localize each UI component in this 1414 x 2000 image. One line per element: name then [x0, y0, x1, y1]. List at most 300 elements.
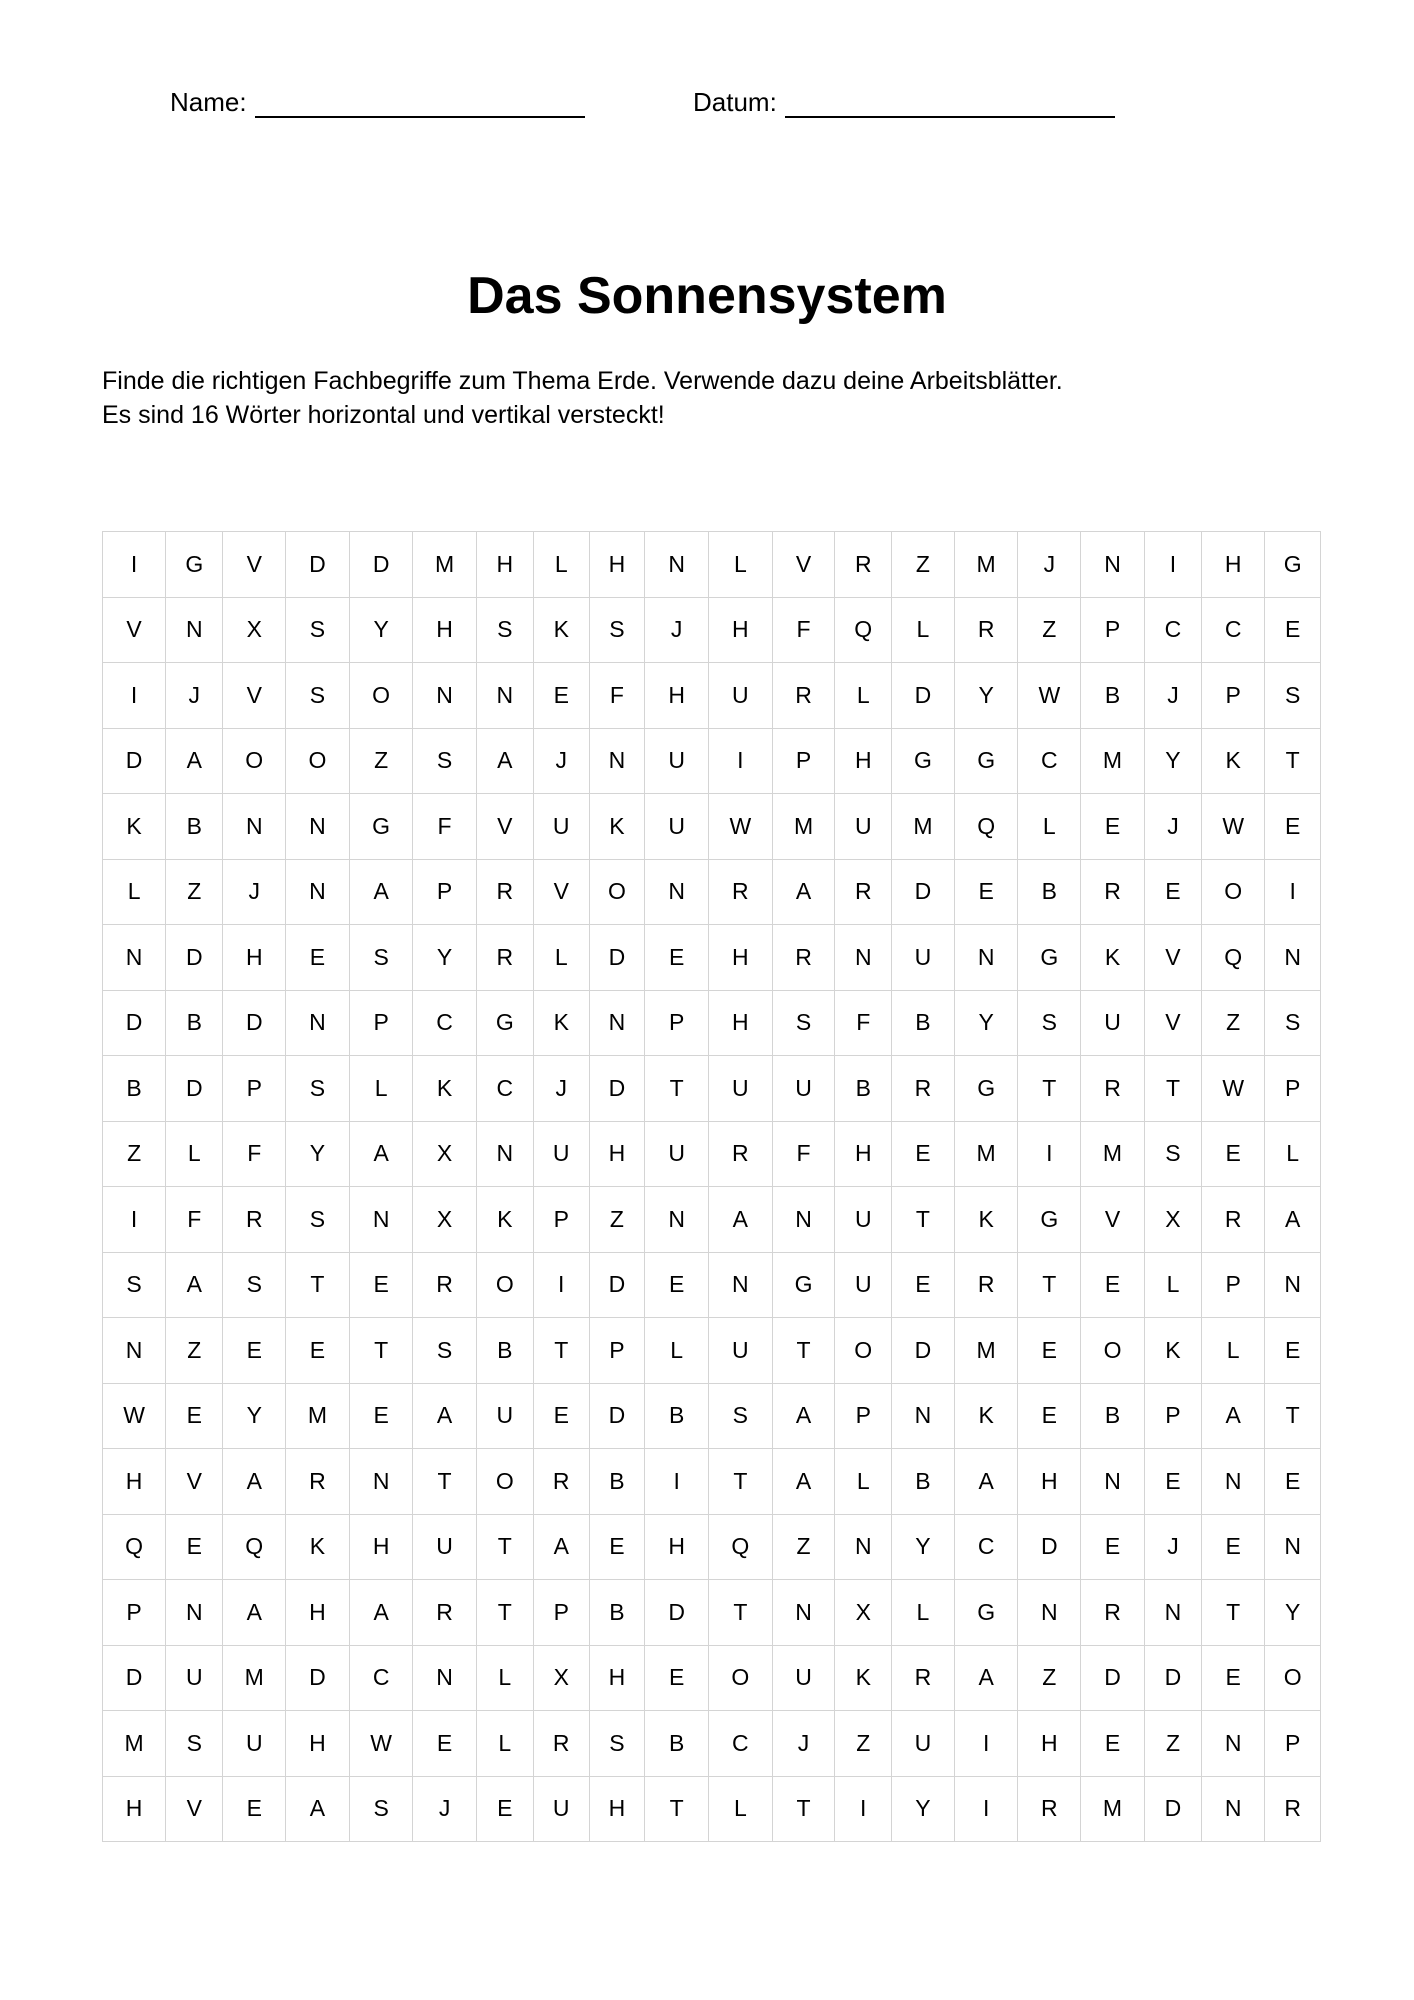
- grid-cell[interactable]: H: [645, 663, 709, 729]
- grid-cell[interactable]: I: [534, 1253, 590, 1319]
- grid-cell[interactable]: Y: [413, 925, 476, 991]
- grid-cell[interactable]: Z: [1202, 991, 1265, 1057]
- grid-cell[interactable]: P: [534, 1187, 590, 1253]
- grid-cell[interactable]: R: [892, 1646, 955, 1712]
- grid-cell[interactable]: T: [773, 1777, 836, 1843]
- grid-cell[interactable]: N: [286, 991, 350, 1057]
- grid-cell[interactable]: N: [709, 1253, 773, 1319]
- grid-cell[interactable]: T: [477, 1515, 534, 1581]
- grid-cell[interactable]: G: [1018, 925, 1081, 991]
- grid-cell[interactable]: J: [166, 663, 223, 729]
- grid-cell[interactable]: P: [1081, 598, 1145, 664]
- grid-cell[interactable]: R: [286, 1449, 350, 1515]
- grid-cell[interactable]: T: [709, 1580, 773, 1646]
- grid-cell[interactable]: H: [103, 1449, 166, 1515]
- grid-cell[interactable]: D: [103, 991, 166, 1057]
- grid-cell[interactable]: N: [103, 1318, 166, 1384]
- grid-cell[interactable]: O: [477, 1253, 534, 1319]
- grid-cell[interactable]: L: [103, 860, 166, 926]
- grid-cell[interactable]: Q: [955, 794, 1019, 860]
- grid-cell[interactable]: A: [350, 1580, 414, 1646]
- grid-cell[interactable]: V: [773, 532, 836, 598]
- grid-cell[interactable]: D: [1081, 1646, 1145, 1712]
- grid-cell[interactable]: A: [955, 1449, 1019, 1515]
- grid-cell[interactable]: N: [1202, 1777, 1265, 1843]
- grid-cell[interactable]: E: [166, 1515, 223, 1581]
- grid-cell[interactable]: U: [534, 1777, 590, 1843]
- grid-cell[interactable]: T: [413, 1449, 476, 1515]
- grid-cell[interactable]: A: [350, 860, 414, 926]
- grid-cell[interactable]: E: [1081, 1515, 1145, 1581]
- grid-cell[interactable]: D: [892, 860, 955, 926]
- grid-cell[interactable]: J: [534, 729, 590, 795]
- grid-cell[interactable]: U: [645, 1122, 709, 1188]
- grid-cell[interactable]: S: [350, 925, 414, 991]
- grid-cell[interactable]: L: [1145, 1253, 1202, 1319]
- grid-cell[interactable]: H: [835, 729, 892, 795]
- grid-cell[interactable]: R: [709, 1122, 773, 1188]
- grid-cell[interactable]: L: [892, 1580, 955, 1646]
- grid-cell[interactable]: B: [892, 991, 955, 1057]
- grid-cell[interactable]: C: [1145, 598, 1202, 664]
- grid-cell[interactable]: G: [166, 532, 223, 598]
- grid-cell[interactable]: D: [223, 991, 286, 1057]
- grid-cell[interactable]: R: [773, 663, 836, 729]
- grid-cell[interactable]: Y: [350, 598, 414, 664]
- grid-cell[interactable]: C: [1202, 598, 1265, 664]
- grid-cell[interactable]: B: [166, 794, 223, 860]
- grid-cell[interactable]: H: [477, 532, 534, 598]
- grid-cell[interactable]: D: [892, 1318, 955, 1384]
- grid-cell[interactable]: R: [955, 598, 1019, 664]
- grid-cell[interactable]: K: [1145, 1318, 1202, 1384]
- grid-cell[interactable]: F: [166, 1187, 223, 1253]
- grid-cell[interactable]: N: [645, 860, 709, 926]
- grid-cell[interactable]: M: [223, 1646, 286, 1712]
- name-field[interactable]: [170, 86, 585, 118]
- grid-cell[interactable]: N: [1265, 1515, 1321, 1581]
- grid-cell[interactable]: Y: [892, 1515, 955, 1581]
- grid-cell[interactable]: M: [1081, 729, 1145, 795]
- grid-cell[interactable]: I: [955, 1777, 1019, 1843]
- grid-cell[interactable]: N: [892, 1384, 955, 1450]
- grid-cell[interactable]: K: [477, 1187, 534, 1253]
- grid-cell[interactable]: U: [709, 663, 773, 729]
- grid-cell[interactable]: I: [955, 1711, 1019, 1777]
- grid-cell[interactable]: U: [773, 1646, 836, 1712]
- grid-cell[interactable]: N: [1202, 1711, 1265, 1777]
- grid-cell[interactable]: Z: [1018, 1646, 1081, 1712]
- grid-cell[interactable]: E: [645, 925, 709, 991]
- grid-cell[interactable]: D: [166, 1056, 223, 1122]
- grid-cell[interactable]: P: [1265, 1711, 1321, 1777]
- grid-cell[interactable]: E: [1081, 1253, 1145, 1319]
- grid-cell[interactable]: P: [1202, 663, 1265, 729]
- grid-cell[interactable]: G: [955, 729, 1019, 795]
- grid-cell[interactable]: T: [1202, 1580, 1265, 1646]
- grid-cell[interactable]: K: [955, 1384, 1019, 1450]
- grid-cell[interactable]: B: [1018, 860, 1081, 926]
- grid-cell[interactable]: X: [413, 1187, 476, 1253]
- grid-cell[interactable]: H: [709, 925, 773, 991]
- grid-cell[interactable]: O: [350, 663, 414, 729]
- grid-cell[interactable]: B: [645, 1384, 709, 1450]
- grid-cell[interactable]: A: [286, 1777, 350, 1843]
- grid-cell[interactable]: C: [413, 991, 476, 1057]
- grid-cell[interactable]: D: [103, 729, 166, 795]
- grid-cell[interactable]: A: [477, 729, 534, 795]
- grid-cell[interactable]: N: [590, 991, 646, 1057]
- grid-cell[interactable]: X: [413, 1122, 476, 1188]
- grid-cell[interactable]: U: [835, 1253, 892, 1319]
- grid-cell[interactable]: D: [590, 1253, 646, 1319]
- grid-cell[interactable]: M: [773, 794, 836, 860]
- grid-cell[interactable]: K: [534, 598, 590, 664]
- grid-cell[interactable]: V: [1145, 925, 1202, 991]
- grid-cell[interactable]: A: [773, 860, 836, 926]
- grid-cell[interactable]: M: [286, 1384, 350, 1450]
- grid-cell[interactable]: S: [286, 598, 350, 664]
- grid-cell[interactable]: F: [223, 1122, 286, 1188]
- grid-cell[interactable]: I: [1265, 860, 1321, 926]
- grid-cell[interactable]: O: [286, 729, 350, 795]
- grid-cell[interactable]: R: [413, 1580, 476, 1646]
- grid-cell[interactable]: L: [534, 532, 590, 598]
- grid-cell[interactable]: J: [1145, 1515, 1202, 1581]
- grid-cell[interactable]: N: [223, 794, 286, 860]
- grid-cell[interactable]: S: [477, 598, 534, 664]
- grid-cell[interactable]: L: [835, 1449, 892, 1515]
- grid-cell[interactable]: U: [773, 1056, 836, 1122]
- grid-cell[interactable]: B: [835, 1056, 892, 1122]
- grid-cell[interactable]: M: [103, 1711, 166, 1777]
- grid-cell[interactable]: N: [413, 663, 476, 729]
- grid-cell[interactable]: C: [1018, 729, 1081, 795]
- grid-cell[interactable]: K: [590, 794, 646, 860]
- grid-cell[interactable]: R: [1018, 1777, 1081, 1843]
- grid-cell[interactable]: E: [645, 1253, 709, 1319]
- grid-cell[interactable]: I: [103, 663, 166, 729]
- grid-cell[interactable]: Q: [1202, 925, 1265, 991]
- grid-cell[interactable]: S: [223, 1253, 286, 1319]
- grid-cell[interactable]: E: [1145, 1449, 1202, 1515]
- grid-cell[interactable]: Y: [1145, 729, 1202, 795]
- grid-cell[interactable]: J: [413, 1777, 476, 1843]
- grid-cell[interactable]: I: [103, 1187, 166, 1253]
- grid-cell[interactable]: O: [223, 729, 286, 795]
- grid-cell[interactable]: X: [534, 1646, 590, 1712]
- grid-cell[interactable]: V: [223, 532, 286, 598]
- grid-cell[interactable]: H: [103, 1777, 166, 1843]
- grid-cell[interactable]: L: [477, 1646, 534, 1712]
- grid-cell[interactable]: F: [590, 663, 646, 729]
- grid-cell[interactable]: T: [1018, 1056, 1081, 1122]
- grid-cell[interactable]: A: [955, 1646, 1019, 1712]
- grid-cell[interactable]: R: [773, 925, 836, 991]
- grid-cell[interactable]: L: [892, 598, 955, 664]
- grid-cell[interactable]: O: [590, 860, 646, 926]
- grid-cell[interactable]: P: [645, 991, 709, 1057]
- grid-cell[interactable]: I: [709, 729, 773, 795]
- grid-cell[interactable]: A: [166, 729, 223, 795]
- grid-cell[interactable]: L: [1202, 1318, 1265, 1384]
- grid-cell[interactable]: Z: [773, 1515, 836, 1581]
- grid-cell[interactable]: E: [413, 1711, 476, 1777]
- grid-cell[interactable]: U: [223, 1711, 286, 1777]
- grid-cell[interactable]: E: [1202, 1515, 1265, 1581]
- grid-cell[interactable]: R: [835, 860, 892, 926]
- grid-cell[interactable]: V: [103, 598, 166, 664]
- grid-cell[interactable]: S: [1265, 991, 1321, 1057]
- grid-cell[interactable]: W: [350, 1711, 414, 1777]
- grid-cell[interactable]: N: [350, 1449, 414, 1515]
- grid-cell[interactable]: Z: [166, 860, 223, 926]
- grid-cell[interactable]: E: [350, 1384, 414, 1450]
- grid-cell[interactable]: R: [534, 1449, 590, 1515]
- grid-cell[interactable]: M: [1081, 1777, 1145, 1843]
- grid-cell[interactable]: U: [709, 1056, 773, 1122]
- grid-cell[interactable]: E: [1202, 1646, 1265, 1712]
- grid-cell[interactable]: S: [286, 1056, 350, 1122]
- grid-cell[interactable]: Z: [1145, 1711, 1202, 1777]
- grid-cell[interactable]: R: [534, 1711, 590, 1777]
- grid-cell[interactable]: J: [773, 1711, 836, 1777]
- grid-cell[interactable]: K: [1202, 729, 1265, 795]
- grid-cell[interactable]: P: [1202, 1253, 1265, 1319]
- grid-cell[interactable]: K: [1081, 925, 1145, 991]
- grid-cell[interactable]: X: [835, 1580, 892, 1646]
- grid-cell[interactable]: Y: [955, 663, 1019, 729]
- grid-cell[interactable]: U: [645, 729, 709, 795]
- grid-cell[interactable]: J: [1145, 794, 1202, 860]
- grid-cell[interactable]: D: [1018, 1515, 1081, 1581]
- grid-cell[interactable]: M: [955, 1122, 1019, 1188]
- grid-cell[interactable]: H: [590, 1122, 646, 1188]
- grid-cell[interactable]: T: [645, 1777, 709, 1843]
- grid-cell[interactable]: D: [1145, 1777, 1202, 1843]
- grid-cell[interactable]: O: [1202, 860, 1265, 926]
- grid-cell[interactable]: J: [1145, 663, 1202, 729]
- grid-cell[interactable]: T: [645, 1056, 709, 1122]
- grid-cell[interactable]: D: [103, 1646, 166, 1712]
- grid-cell[interactable]: L: [835, 663, 892, 729]
- grid-cell[interactable]: R: [477, 860, 534, 926]
- grid-cell[interactable]: L: [1265, 1122, 1321, 1188]
- grid-cell[interactable]: S: [166, 1711, 223, 1777]
- grid-cell[interactable]: T: [773, 1318, 836, 1384]
- grid-cell[interactable]: K: [103, 794, 166, 860]
- grid-cell[interactable]: D: [350, 532, 414, 598]
- grid-cell[interactable]: N: [590, 729, 646, 795]
- grid-cell[interactable]: H: [1018, 1449, 1081, 1515]
- grid-cell[interactable]: D: [892, 663, 955, 729]
- grid-cell[interactable]: B: [1081, 663, 1145, 729]
- grid-cell[interactable]: O: [477, 1449, 534, 1515]
- grid-cell[interactable]: S: [709, 1384, 773, 1450]
- grid-cell[interactable]: I: [103, 532, 166, 598]
- date-line[interactable]: [785, 90, 1115, 118]
- grid-cell[interactable]: H: [286, 1580, 350, 1646]
- grid-cell[interactable]: D: [590, 1384, 646, 1450]
- grid-cell[interactable]: C: [477, 1056, 534, 1122]
- grid-cell[interactable]: J: [1018, 532, 1081, 598]
- grid-cell[interactable]: N: [835, 925, 892, 991]
- grid-cell[interactable]: D: [1145, 1646, 1202, 1712]
- grid-cell[interactable]: B: [645, 1711, 709, 1777]
- grid-cell[interactable]: S: [590, 1711, 646, 1777]
- grid-cell[interactable]: O: [1081, 1318, 1145, 1384]
- grid-cell[interactable]: S: [286, 663, 350, 729]
- grid-cell[interactable]: H: [590, 1646, 646, 1712]
- grid-cell[interactable]: H: [1202, 532, 1265, 598]
- grid-cell[interactable]: C: [350, 1646, 414, 1712]
- grid-cell[interactable]: L: [709, 532, 773, 598]
- grid-cell[interactable]: P: [223, 1056, 286, 1122]
- grid-cell[interactable]: I: [1145, 532, 1202, 598]
- grid-cell[interactable]: F: [773, 598, 836, 664]
- grid-cell[interactable]: E: [534, 1384, 590, 1450]
- grid-cell[interactable]: N: [166, 598, 223, 664]
- grid-cell[interactable]: N: [645, 1187, 709, 1253]
- grid-cell[interactable]: U: [166, 1646, 223, 1712]
- grid-cell[interactable]: T: [892, 1187, 955, 1253]
- grid-cell[interactable]: D: [645, 1580, 709, 1646]
- grid-cell[interactable]: N: [1018, 1580, 1081, 1646]
- grid-cell[interactable]: H: [413, 598, 476, 664]
- grid-cell[interactable]: T: [1265, 1384, 1321, 1450]
- grid-cell[interactable]: R: [892, 1056, 955, 1122]
- grid-cell[interactable]: Y: [1265, 1580, 1321, 1646]
- grid-cell[interactable]: O: [709, 1646, 773, 1712]
- grid-cell[interactable]: W: [709, 794, 773, 860]
- grid-cell[interactable]: V: [166, 1449, 223, 1515]
- grid-cell[interactable]: N: [835, 1515, 892, 1581]
- grid-cell[interactable]: H: [350, 1515, 414, 1581]
- grid-cell[interactable]: M: [413, 532, 476, 598]
- grid-cell[interactable]: N: [477, 663, 534, 729]
- grid-cell[interactable]: K: [286, 1515, 350, 1581]
- grid-cell[interactable]: P: [1145, 1384, 1202, 1450]
- grid-cell[interactable]: E: [1265, 1449, 1321, 1515]
- grid-cell[interactable]: K: [955, 1187, 1019, 1253]
- grid-cell[interactable]: E: [350, 1253, 414, 1319]
- grid-cell[interactable]: T: [477, 1580, 534, 1646]
- grid-cell[interactable]: O: [835, 1318, 892, 1384]
- grid-cell[interactable]: E: [1265, 1318, 1321, 1384]
- grid-cell[interactable]: G: [773, 1253, 836, 1319]
- grid-cell[interactable]: P: [103, 1580, 166, 1646]
- grid-cell[interactable]: G: [350, 794, 414, 860]
- grid-cell[interactable]: R: [709, 860, 773, 926]
- grid-cell[interactable]: M: [1081, 1122, 1145, 1188]
- grid-cell[interactable]: V: [166, 1777, 223, 1843]
- grid-cell[interactable]: B: [1081, 1384, 1145, 1450]
- grid-cell[interactable]: A: [413, 1384, 476, 1450]
- grid-cell[interactable]: A: [350, 1122, 414, 1188]
- grid-cell[interactable]: G: [955, 1580, 1019, 1646]
- grid-cell[interactable]: N: [1081, 532, 1145, 598]
- grid-cell[interactable]: Z: [166, 1318, 223, 1384]
- grid-cell[interactable]: D: [590, 1056, 646, 1122]
- grid-cell[interactable]: V: [534, 860, 590, 926]
- grid-cell[interactable]: E: [477, 1777, 534, 1843]
- grid-cell[interactable]: G: [955, 1056, 1019, 1122]
- grid-cell[interactable]: S: [590, 598, 646, 664]
- grid-cell[interactable]: C: [709, 1711, 773, 1777]
- grid-cell[interactable]: R: [223, 1187, 286, 1253]
- grid-cell[interactable]: L: [534, 925, 590, 991]
- grid-cell[interactable]: F: [413, 794, 476, 860]
- grid-cell[interactable]: I: [1018, 1122, 1081, 1188]
- grid-cell[interactable]: R: [1081, 1056, 1145, 1122]
- grid-cell[interactable]: Q: [223, 1515, 286, 1581]
- grid-cell[interactable]: V: [1081, 1187, 1145, 1253]
- grid-cell[interactable]: U: [645, 794, 709, 860]
- grid-cell[interactable]: W: [1202, 794, 1265, 860]
- grid-cell[interactable]: V: [477, 794, 534, 860]
- grid-cell[interactable]: T: [709, 1449, 773, 1515]
- grid-cell[interactable]: N: [955, 925, 1019, 991]
- grid-cell[interactable]: B: [166, 991, 223, 1057]
- grid-cell[interactable]: Z: [835, 1711, 892, 1777]
- grid-cell[interactable]: Q: [103, 1515, 166, 1581]
- grid-cell[interactable]: E: [1265, 598, 1321, 664]
- grid-cell[interactable]: U: [892, 1711, 955, 1777]
- grid-cell[interactable]: I: [835, 1777, 892, 1843]
- grid-cell[interactable]: L: [709, 1777, 773, 1843]
- grid-cell[interactable]: E: [1265, 794, 1321, 860]
- grid-cell[interactable]: E: [955, 860, 1019, 926]
- grid-cell[interactable]: N: [1202, 1449, 1265, 1515]
- grid-cell[interactable]: C: [955, 1515, 1019, 1581]
- grid-cell[interactable]: H: [286, 1711, 350, 1777]
- grid-cell[interactable]: R: [1265, 1777, 1321, 1843]
- grid-cell[interactable]: R: [955, 1253, 1019, 1319]
- grid-cell[interactable]: V: [223, 663, 286, 729]
- grid-cell[interactable]: A: [1265, 1187, 1321, 1253]
- grid-cell[interactable]: L: [350, 1056, 414, 1122]
- grid-cell[interactable]: E: [286, 925, 350, 991]
- grid-cell[interactable]: P: [590, 1318, 646, 1384]
- grid-cell[interactable]: B: [590, 1580, 646, 1646]
- grid-cell[interactable]: M: [955, 1318, 1019, 1384]
- grid-cell[interactable]: N: [413, 1646, 476, 1712]
- grid-cell[interactable]: U: [709, 1318, 773, 1384]
- grid-cell[interactable]: Z: [103, 1122, 166, 1188]
- grid-cell[interactable]: D: [590, 925, 646, 991]
- grid-cell[interactable]: H: [223, 925, 286, 991]
- grid-cell[interactable]: E: [1145, 860, 1202, 926]
- grid-cell[interactable]: U: [1081, 991, 1145, 1057]
- grid-cell[interactable]: N: [166, 1580, 223, 1646]
- grid-cell[interactable]: L: [1018, 794, 1081, 860]
- grid-cell[interactable]: E: [1018, 1384, 1081, 1450]
- grid-cell[interactable]: Z: [590, 1187, 646, 1253]
- grid-cell[interactable]: Y: [223, 1384, 286, 1450]
- grid-cell[interactable]: G: [892, 729, 955, 795]
- grid-cell[interactable]: W: [1202, 1056, 1265, 1122]
- grid-cell[interactable]: N: [1145, 1580, 1202, 1646]
- grid-cell[interactable]: H: [709, 991, 773, 1057]
- grid-cell[interactable]: Y: [955, 991, 1019, 1057]
- grid-cell[interactable]: T: [286, 1253, 350, 1319]
- grid-cell[interactable]: S: [413, 1318, 476, 1384]
- date-field[interactable]: [693, 86, 1115, 118]
- grid-cell[interactable]: U: [892, 925, 955, 991]
- grid-cell[interactable]: D: [286, 532, 350, 598]
- grid-cell[interactable]: S: [413, 729, 476, 795]
- grid-cell[interactable]: O: [1265, 1646, 1321, 1712]
